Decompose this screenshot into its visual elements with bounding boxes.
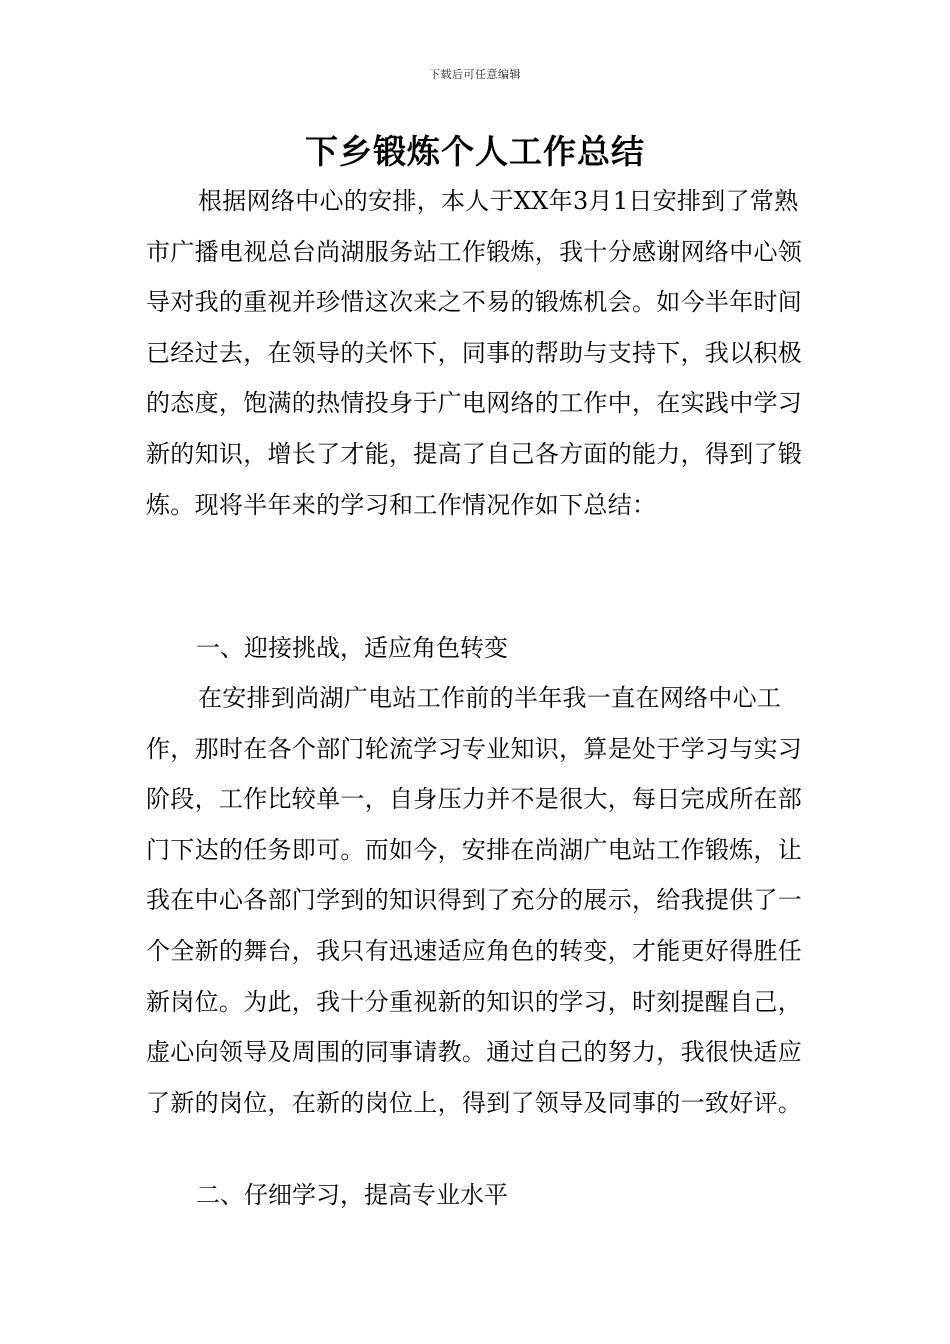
paragraph-intro: 根据网络中心的安排，本人于XX年3月1日安排到了常熟市广播电视总台尚湖服务站工作锻炼，我十分感谢网络中心领导对我的重视并珍惜这次来之不易的锻炼机会。如今半年时间已经过去，在领导的关怀下，同事的帮助与支持下，我以积极的态度，饱满的热情投身于广电网络的工作中，在实践中学习新的知识，增长了才能，提高了自己各方面的能力，得到了锻炼。现将半年来的学习和工作情况作如下总结： bbox=[146, 187, 803, 519]
section-heading-2: 二、仔细学习，提高专业水平 bbox=[196, 1181, 508, 1209]
header-note: 下载后可任意编辑 bbox=[429, 68, 521, 81]
document-title: 下乡锻炼个人工作总结 bbox=[305, 132, 645, 171]
section-heading-1: 一、迎接挑战，适应角色转变 bbox=[196, 634, 508, 662]
paragraph-section-1: 在安排到尚湖广电站工作前的半年我一直在网络中心工作，那时在各个部门轮流学习专业知识，算是处于学习与实习阶段，工作比较单一，自身压力并不是很大，每日完成所在部门下达的任务即可。而如今，安排在尚湖广电站工作锻炼，让我在中心各部门学到的知识得到了充分的展示，给我提供了一个全新的舞台，我只有迅速适应角色的转变，才能更好得胜任新岗位。为此，我十分重视新的知识的学习，时刻提醒自己，虚心向领导及周围的同事请教。通过自己的努力，我很快适应了新的岗位，在新的岗位上，得到了领导及同事的一致好评。 bbox=[146, 684, 803, 1117]
